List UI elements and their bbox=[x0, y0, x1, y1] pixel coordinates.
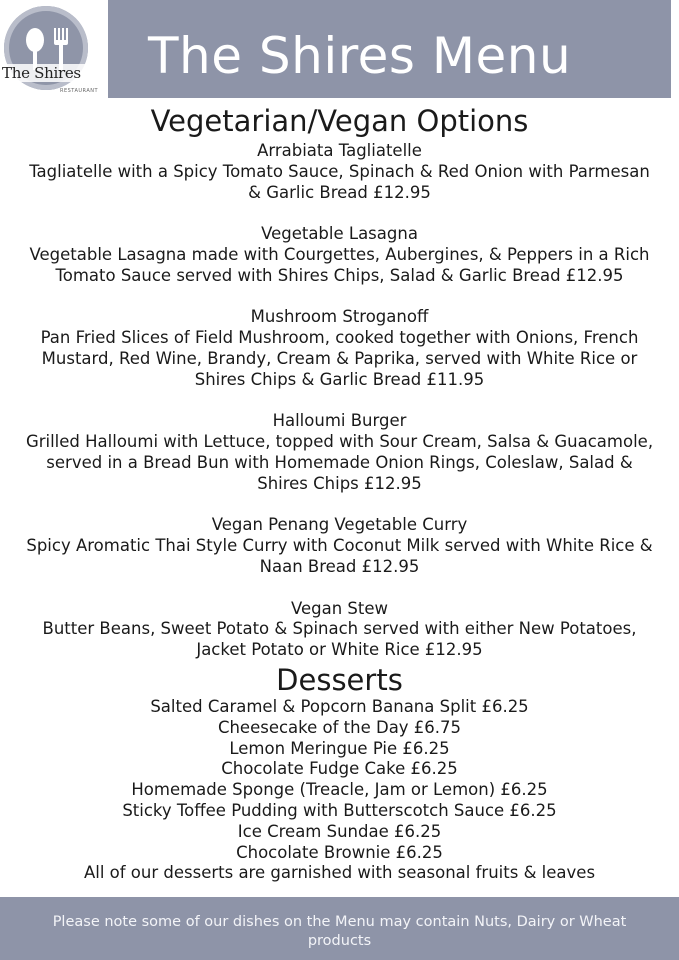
desserts-section-title: Desserts bbox=[276, 662, 403, 697]
menu-item-name: Halloumi Burger bbox=[272, 411, 407, 431]
logo-text: The Shires bbox=[2, 64, 98, 82]
menu-item-description: Naan Bread £12.95 bbox=[259, 556, 420, 576]
page-title: The Shires Menu bbox=[148, 27, 572, 85]
restaurant-logo bbox=[0, 0, 108, 98]
menu-item bbox=[0, 141, 679, 203]
menu-item-description: served in a Bread Bun with Homemade Onion Rings, Coleslaw, Salad & bbox=[46, 452, 633, 472]
menu-item-description: Shires Chips £12.95 bbox=[257, 473, 422, 493]
menu-item bbox=[0, 224, 679, 286]
menu-item bbox=[0, 515, 679, 577]
menu-item-name: Vegan Penang Vegetable Curry bbox=[211, 515, 468, 535]
menu-item bbox=[0, 599, 679, 661]
menu-item-description: Vegetable Lasagna made with Courgettes, Aubergines, & Peppers in a Rich bbox=[29, 244, 650, 264]
menu-item-description: Mustard, Red Wine, Brandy, Cream & Paprika, served with White Rice or bbox=[41, 348, 638, 368]
menu-item-description: Jacket Potato or White Rice £12.95 bbox=[196, 640, 483, 660]
logo-subtext: RESTAURANT bbox=[60, 88, 99, 94]
menu-item-description: Pan Fried Slices of Field Mushroom, cooked together with Onions, French bbox=[40, 328, 639, 348]
allergen-footer bbox=[0, 897, 679, 960]
menu-item-description: Grilled Halloumi with Lettuce, topped with Sour Cream, Salsa & Guacamole, bbox=[25, 432, 654, 452]
menu-item-description: Butter Beans, Sweet Potato & Spinach served with either New Potatoes, bbox=[42, 619, 637, 639]
desserts-note: All of our desserts are garnished with seasonal fruits & leaves bbox=[83, 863, 596, 883]
menu-item-description: Tomato Sauce served with Shires Chips, Salad & Garlic Bread £12.95 bbox=[55, 265, 624, 285]
menu-item-description: & Garlic Bread £12.95 bbox=[248, 182, 431, 202]
menu-item-name: Mushroom Stroganoff bbox=[250, 307, 429, 327]
dessert-item: Salted Caramel & Popcorn Banana Split £6.25 bbox=[150, 696, 529, 716]
dessert-item: Chocolate Fudge Cake £6.25 bbox=[221, 759, 458, 779]
dessert-item: Lemon Meringue Pie £6.25 bbox=[229, 738, 450, 758]
menu-content bbox=[0, 101, 679, 884]
menu-item-name: Arrabiata Tagliatelle bbox=[257, 141, 422, 160]
dessert-item: Chocolate Brownie £6.25 bbox=[236, 842, 443, 862]
menu-item-description: Spicy Aromatic Thai Style Curry with Coconut Milk served with White Rice & bbox=[26, 536, 653, 556]
menu-item-name: Vegetable Lasagna bbox=[261, 224, 418, 244]
dessert-item: Cheesecake of the Day £6.75 bbox=[217, 717, 462, 737]
menu-item bbox=[0, 307, 679, 390]
menu-item-description: Tagliatelle with a Spicy Tomato Sauce, Spinach & Red Onion with Parmesan bbox=[29, 161, 650, 181]
menu-item-name: Vegan Stew bbox=[290, 598, 389, 618]
vegetarian-section-title: Vegetarian/Vegan Options bbox=[150, 104, 529, 138]
menu-item bbox=[0, 411, 679, 494]
spoon-fork-icon bbox=[0, 0, 108, 98]
menu-item-description: Shires Chips & Garlic Bread £11.95 bbox=[194, 369, 485, 389]
dessert-item: Sticky Toffee Pudding with Butterscotch Sauce £6.25 bbox=[122, 800, 557, 820]
dessert-item: Ice Cream Sundae £6.25 bbox=[237, 821, 442, 841]
dessert-item: Homemade Sponge (Treacle, Jam or Lemon) £6.25 bbox=[131, 780, 548, 800]
header-band bbox=[108, 0, 671, 98]
allergen-note: Please note some of our dishes on the Menu may contain Nuts, Dairy or Wheat products bbox=[52, 914, 627, 949]
